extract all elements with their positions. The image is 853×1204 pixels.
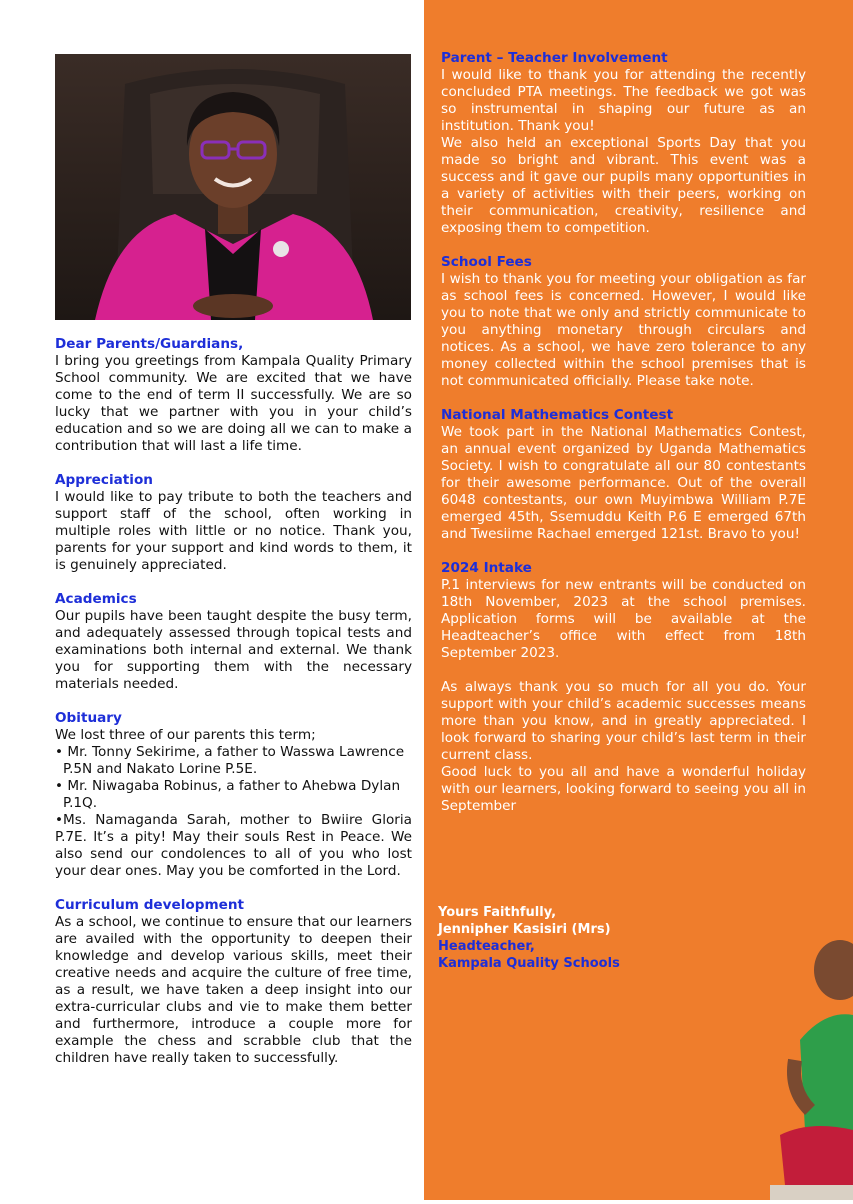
intake-section — [441, 560, 806, 662]
closing-section — [441, 679, 806, 815]
pta-heading: Parent – Teacher Involvement — [441, 50, 668, 66]
math-contest-body: We took part in the National Mathematics Contest, an annual event organized by Uganda Mathematics Society. I wish to congratulate all our 80 contestants for their awesome performance. Out of the overall 6048 contestants, our own Muyimbwa William P.7E emerged 45th, Ssemuddu Keith P.6 E emerged 67th and Twesiime Rachael emerged 121st. Bravo to you! — [441, 424, 806, 542]
math-contest-section — [441, 407, 806, 543]
signoff — [438, 904, 678, 972]
signoff-title: Headteacher, — [438, 939, 535, 954]
headteacher-portrait — [55, 54, 411, 320]
pta-section — [441, 50, 806, 237]
signoff-name: Jennipher Kasisiri (Mrs) — [438, 922, 611, 937]
fees-body: I wish to thank you for meeting your obligation as far as school fees is concerned. However, I would like you to note that we only and strictly communicate to you anything monetary through circulars and notices. As a school, we have zero tolerance to any money collected within the school premises that is not communicated officially. Please take note. — [441, 271, 806, 389]
sports-day-body: We also held an exceptional Sports Day that you made so bright and vibrant. This event was a success and it gave our pupils many opportunities in a variety of activities with their peers, working on their communication, creativity, resilience and exposing them to competition. — [441, 135, 806, 236]
curriculum-body: As a school, we continue to ensure that our learners are availed with the opportunity to deepen their knowledge and develop various skills, meet their creative needs and acquire the culture of free time, as a result, we have taken a deep insight into our extra-curricular clubs and vie to make them better and furthermore, introduce a couple more for example the chess and scrabble club that the children have really taken to successfully. — [55, 914, 412, 1066]
intake-body: P.1 interviews for new entrants will be conducted on 18th November, 2023 at the school premises. Application forms will be available at the Headteacher’s office with effect from 18th September 2023. — [441, 577, 806, 661]
obituary-intro: We lost three of our parents this term; — [55, 727, 316, 743]
left-column — [55, 336, 412, 1084]
fees-heading: School Fees — [441, 254, 532, 270]
greeting-section — [55, 336, 412, 455]
signoff-line: Yours Faithfully, — [438, 905, 557, 920]
obituary-section — [55, 710, 412, 880]
academics-body: Our pupils have been taught despite the busy term, and adequately assessed through topical tests and examinations both internal and external. We thank you for supporting them with the necessary materials needed. — [55, 608, 412, 692]
right-column — [441, 50, 806, 832]
obituary-item: • Mr. Niwagaba Robinus, a father to Ahebwa Dylan P.1Q. — [55, 778, 401, 811]
closing-thanks: As always thank you so much for all you do. Your support with your child’s academic successes means more than you know, and in greatly appreciated. I look forward to sharing your child’s last term in their current class. — [441, 679, 806, 763]
appreciation-section — [55, 472, 412, 574]
curriculum-section — [55, 897, 412, 1067]
intake-heading: 2024 Intake — [441, 560, 532, 576]
obituary-heading: Obituary — [55, 710, 122, 726]
portrait-icon — [55, 54, 411, 320]
curriculum-heading: Curriculum development — [55, 897, 245, 913]
obituary-closing: •Ms. Namaganda Sarah, mother to Bwiire Gloria P.7E. It’s a pity! May their souls Rest in Peace. We also send our condolences to all of you who lost your dear ones. May you be comforted in the Lord. — [55, 812, 412, 879]
obituary-item: • Mr. Tonny Sekirime, a father to Wasswa Lawrence P.5N and Nakato Lorine P.5E. — [55, 744, 405, 777]
greeting-body: I bring you greetings from Kampala Quality Primary School community. We are excited that we have come to the end of term II successfully. We are so lucky that we partner with you in your child’s education and so we are doing all we can to make a contribution that will last a life time. — [55, 353, 412, 454]
pta-body: I would like to thank you for attending the recently concluded PTA meetings. The feedback we got was so instrumental in shaping our future as an institution. Thank you! — [441, 67, 806, 134]
closing-wishes: Good luck to you all and have a wonderful holiday with our learners, looking forward to seeing you all in September — [441, 764, 806, 814]
signoff-school: Kampala Quality Schools — [438, 956, 620, 971]
child-figure-icon — [770, 930, 853, 1200]
appreciation-body: I would like to pay tribute to both the teachers and support staff of the school, often working in multiple roles with little or no notice. Thank you, parents for your support and kind words to them, it is genuinely appreciated. — [55, 489, 412, 573]
math-contest-heading: National Mathematics Contest — [441, 407, 674, 423]
appreciation-heading: Appreciation — [55, 472, 153, 488]
fees-section — [441, 254, 806, 390]
academics-heading: Academics — [55, 591, 137, 607]
academics-section — [55, 591, 412, 693]
greeting-heading: Dear Parents/Guardians, — [55, 336, 244, 352]
child-photo — [770, 930, 853, 1200]
